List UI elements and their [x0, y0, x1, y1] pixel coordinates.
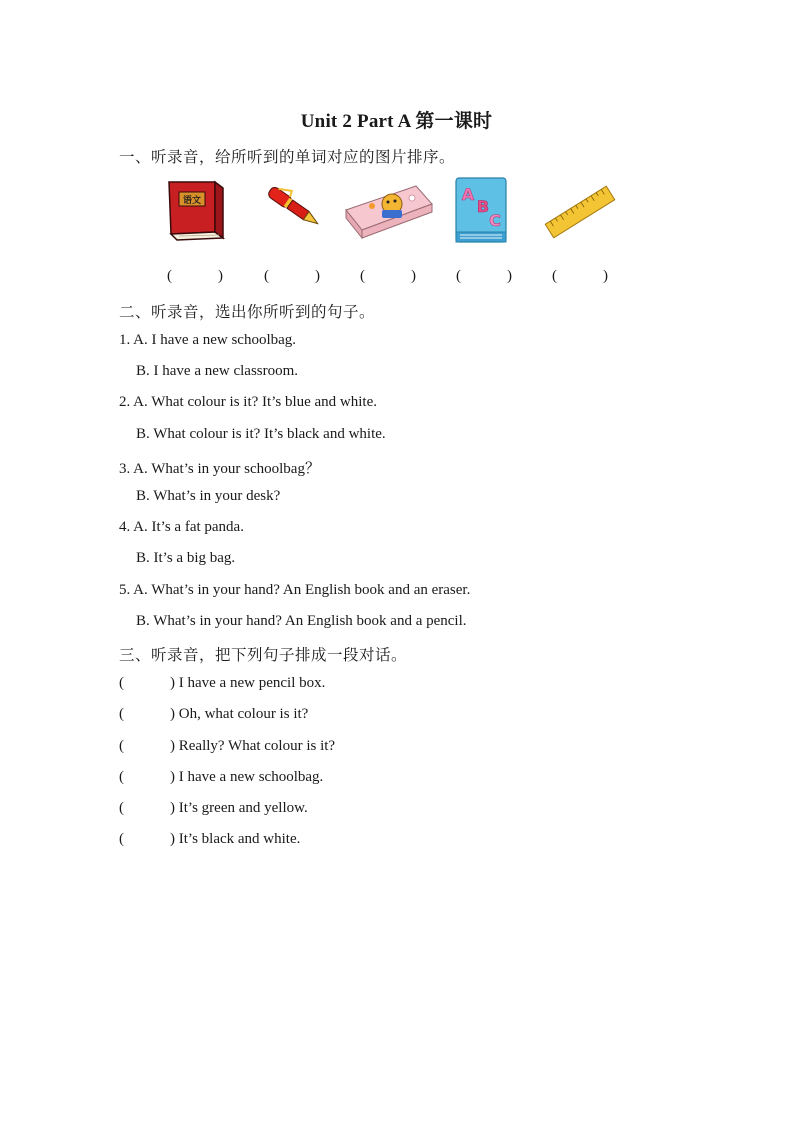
ruler-icon	[542, 182, 618, 242]
pencil-box-icon	[342, 180, 436, 242]
question-option-b: B. What’s in your hand? An English book and a pencil.	[136, 613, 467, 629]
question-option-b: B. What colour is it? It’s black and white.	[136, 426, 386, 442]
dialogue-text: I have a new schoolbag.	[178, 769, 324, 785]
order-blank[interactable]: ( )	[119, 706, 175, 722]
abc-book-icon	[452, 174, 510, 246]
dialogue-line	[119, 706, 308, 723]
section-2-heading: 二、听录音，选出你所听到的句子。	[119, 303, 376, 321]
dialogue-text: Oh, what colour is it?	[178, 706, 309, 722]
dialogue-line	[119, 675, 325, 692]
question-option-a: 1. A. I have a new schoolbag.	[119, 332, 297, 348]
dialogue-text: I have a new pencil box.	[178, 675, 326, 691]
question-option-b: B. What’s in your desk?	[136, 488, 281, 504]
picture-answer-blank[interactable]: ( )	[264, 268, 320, 284]
dialogue-text: It’s green and yellow.	[178, 800, 308, 816]
section-3-heading: 三、听录音，把下列句子排成一段对话。	[119, 646, 408, 664]
dialogue-line	[119, 831, 300, 848]
dialogue-text: It’s black and white.	[178, 831, 301, 847]
page-title: Unit 2 Part A 第一课时	[300, 111, 493, 132]
question-option-a: 2. A. What colour is it? It’s blue and white.	[119, 394, 378, 410]
abc-letter-b: B	[476, 197, 490, 216]
order-blank[interactable]: ( )	[119, 831, 175, 847]
question-option-a: 3. A. What’s in your schoolbag？	[119, 461, 320, 477]
order-blank[interactable]: ( )	[119, 769, 175, 785]
question-option-b: B. It’s a big bag.	[136, 550, 236, 566]
dialogue-line	[119, 800, 308, 817]
pen-icon	[262, 180, 328, 238]
question-option-a: 4. A. It’s a fat panda.	[119, 519, 244, 535]
question-option-a: 5. A. What’s in your hand? An English book and an eraser.	[119, 582, 471, 598]
book-cover-label: 语文	[182, 196, 202, 206]
abc-letter-a: A	[461, 185, 475, 204]
dialogue-line	[119, 738, 335, 755]
order-blank[interactable]: ( )	[119, 800, 175, 816]
question-option-b: B. I have a new classroom.	[136, 363, 299, 379]
dialogue-text: Really? What colour is it?	[178, 738, 336, 754]
order-blank[interactable]: ( )	[119, 675, 175, 691]
picture-answer-blank[interactable]: ( )	[456, 268, 512, 284]
order-blank[interactable]: ( )	[119, 738, 175, 754]
picture-answer-blank[interactable]: ( )	[552, 268, 608, 284]
chinese-book-icon	[163, 178, 227, 244]
picture-answer-blank[interactable]: ( )	[167, 268, 223, 284]
abc-letter-c: C	[489, 211, 501, 230]
dialogue-line	[119, 769, 323, 786]
section-1-heading: 一、听录音，给所听到的单词对应的图片排序。	[119, 148, 456, 166]
picture-answer-blank[interactable]: ( )	[360, 268, 416, 284]
